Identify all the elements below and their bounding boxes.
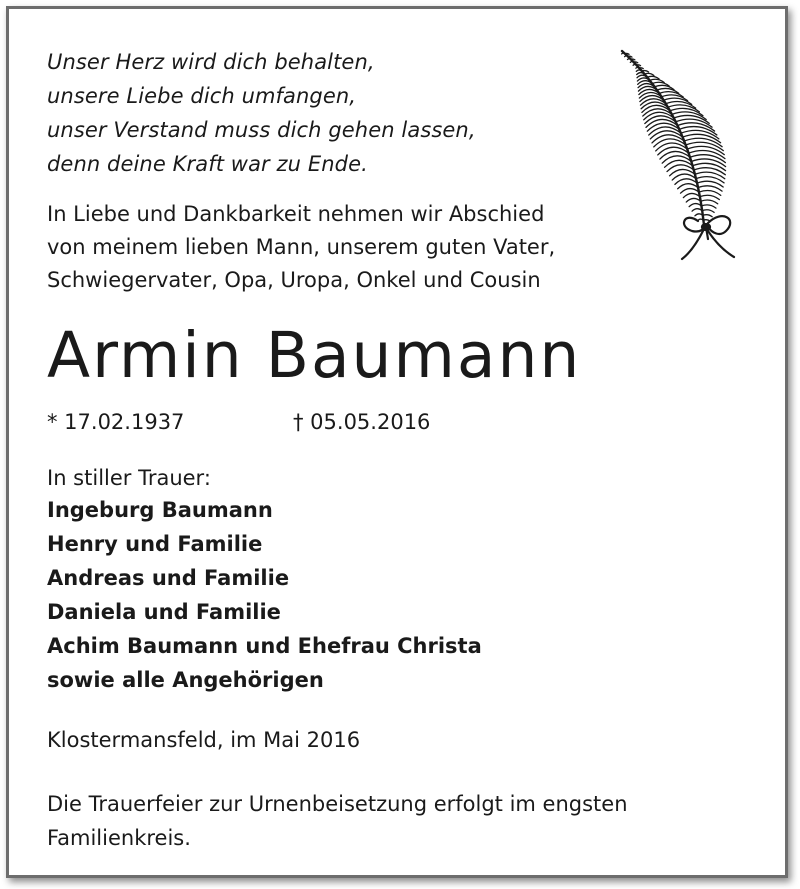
mourner-name: sowie alle Angehörigen [47,668,324,692]
intro-line: von meinem lieben Mann, unserem guten Vater, [47,235,556,259]
mourning-label: In stiller Trauer: [47,466,211,490]
note-line: Die Trauerfeier zur Urnenbeisetzung erfolgt im engsten [47,792,628,816]
obituary-card [6,6,788,878]
poem [47,45,476,181]
birth-date: * 17.02.1937 [47,410,185,434]
mourner-name: Henry und Familie [47,532,263,556]
poem-line: Unser Herz wird dich behalten, [47,50,375,74]
deceased-name: Armin Baumann [47,319,582,392]
palm-frond-with-ribbon-icon [612,43,750,271]
poem-line: unser Verstand muss dich gehen lassen, [47,118,476,142]
mourners-list [47,493,482,697]
mourner-name: Ingeburg Baumann [47,498,273,522]
funeral-note [47,787,628,855]
intro-line: In Liebe und Dankbarkeit nehmen wir Abschied [47,202,545,226]
intro-line: Schwiegervater, Opa, Uropa, Onkel und Cousin [47,268,541,292]
poem-line: denn deine Kraft war zu Ende. [47,152,368,176]
intro-text [47,198,555,297]
life-dates [47,405,430,439]
place-date: Klostermansfeld, im Mai 2016 [47,728,361,752]
death-date: † 05.05.2016 [293,410,431,434]
mourner-name: Daniela und Familie [47,600,281,624]
mourner-name: Andreas und Familie [47,566,290,590]
mourner-name: Achim Baumann und Ehefrau Christa [47,634,482,658]
note-line: Familienkreis. [47,826,191,850]
poem-line: unsere Liebe dich umfangen, [47,84,357,108]
